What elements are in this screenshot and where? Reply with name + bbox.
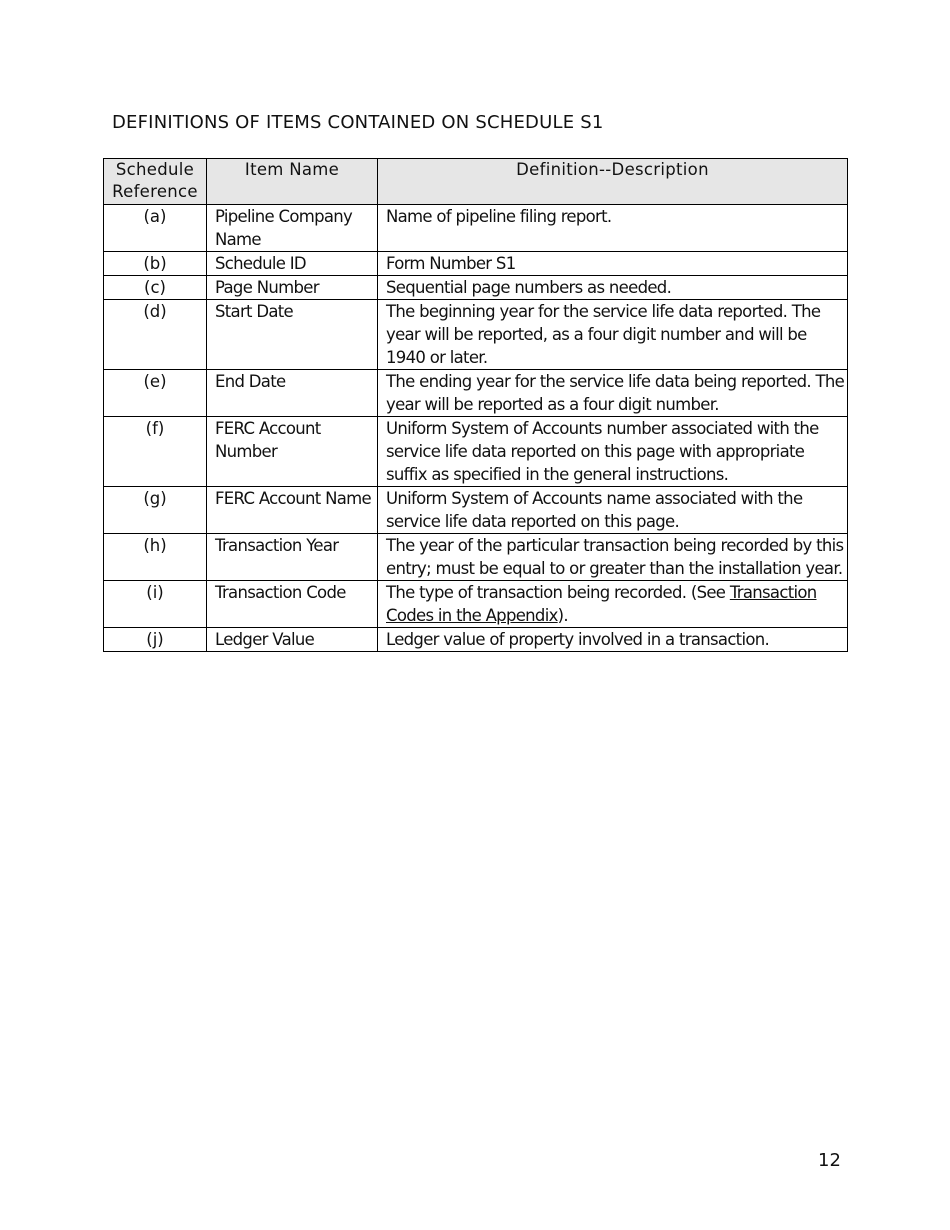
table-row	[104, 487, 848, 534]
table-row	[104, 417, 848, 487]
table-row	[104, 628, 848, 652]
row-ref: (h)	[104, 534, 207, 581]
table-row	[104, 534, 848, 581]
row-definition: Sequential page numbers as needed.	[378, 276, 848, 300]
row-definition: The ending year for the service life data being reported. The year will be reported as a four digit number.	[378, 370, 848, 417]
row-ref: (d)	[104, 300, 207, 370]
row-ref: (j)	[104, 628, 207, 652]
row-ref: (f)	[104, 417, 207, 487]
row-ref: (a)	[104, 205, 207, 252]
definitions-table	[103, 158, 848, 652]
header-ref-line2: Reference	[112, 182, 198, 201]
row-item-name: Transaction Year	[207, 534, 378, 581]
row-item-name: End Date	[207, 370, 378, 417]
row-item-name: FERC Account Name	[207, 487, 378, 534]
row-definition: The year of the particular transaction being recorded by this entry; must be equal to or greater than the installation year.	[378, 534, 848, 581]
row-item-name: Pipeline Company Name	[207, 205, 378, 252]
row-item-name: FERC Account Number	[207, 417, 378, 487]
header-definition: Definition--Description	[378, 159, 848, 205]
row-ref: (c)	[104, 276, 207, 300]
row-item-name: Start Date	[207, 300, 378, 370]
page-number: 12	[818, 1150, 841, 1171]
table-row	[104, 581, 848, 628]
row-ref: (g)	[104, 487, 207, 534]
header-schedule-reference	[104, 159, 207, 205]
definition-suffix: ).	[557, 606, 568, 625]
table-row	[104, 205, 848, 252]
row-item-name: Transaction Code	[207, 581, 378, 628]
row-item-name: Schedule ID	[207, 252, 378, 276]
header-ref-line1: Schedule	[115, 160, 195, 179]
row-item-name: Ledger Value	[207, 628, 378, 652]
row-item-name: Page Number	[207, 276, 378, 300]
page-title: DEFINITIONS OF ITEMS CONTAINED ON SCHEDULE S1	[112, 112, 604, 133]
row-definition: Ledger value of property involved in a transaction.	[378, 628, 848, 652]
row-definition: Uniform System of Accounts name associated with the service life data reported on this page.	[378, 487, 848, 534]
row-ref: (i)	[104, 581, 207, 628]
table-row	[104, 300, 848, 370]
table-header-row	[104, 159, 848, 205]
row-ref: (e)	[104, 370, 207, 417]
definition-prefix: The type of transaction being recorded. (See	[386, 583, 730, 602]
table-row	[104, 276, 848, 300]
row-definition	[378, 581, 848, 628]
row-definition: Name of pipeline filing report.	[378, 205, 848, 252]
row-definition: Form Number S1	[378, 252, 848, 276]
row-definition: Uniform System of Accounts number associated with the service life data reported on this page with appropriate suffix as specified in the general instructions.	[378, 417, 848, 487]
table-row	[104, 252, 848, 276]
transaction-codes-link[interactable]: Transaction Codes in the Appendix	[386, 583, 817, 625]
row-definition: The beginning year for the service life data reported. The year will be reported, as a four digit number and will be 1940 or later.	[378, 300, 848, 370]
row-ref: (b)	[104, 252, 207, 276]
table-row	[104, 370, 848, 417]
header-item-name: Item Name	[207, 159, 378, 205]
